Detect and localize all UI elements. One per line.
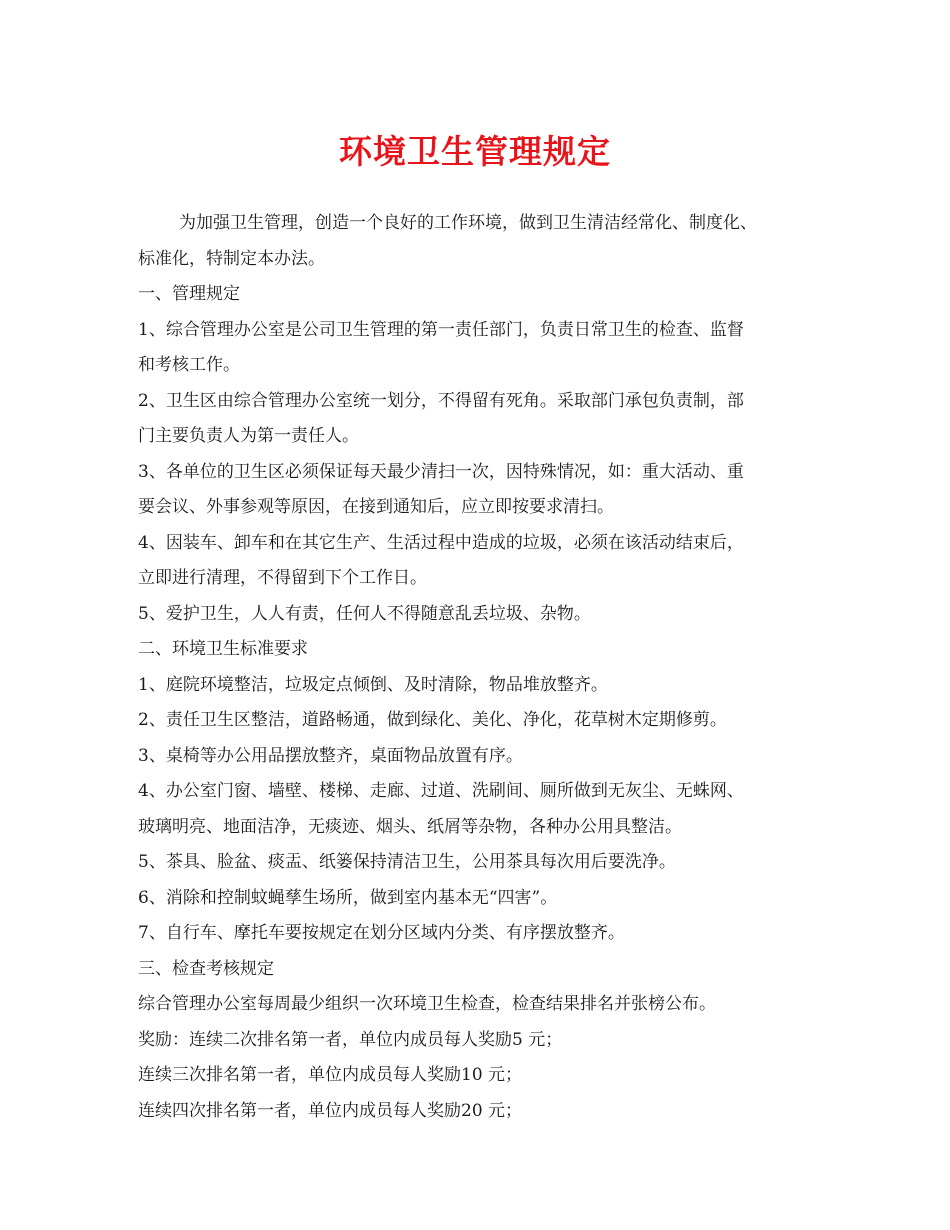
text-line: 综合管理办公室每周最少组织一次环境卫生检查，检查结果排名并张榜公布。 <box>138 994 716 1014</box>
text-line: 和考核工作。 <box>138 355 240 375</box>
text-line: 奖励：连续二次排名第一者，单位内成员每人奖励5 元； <box>138 1029 563 1050</box>
text-line: 1、庭院环境整洁，垃圾定点倾倒、及时清除，物品堆放整齐。 <box>138 674 608 695</box>
text-line: 连续三次排名第一者，单位内成员每人奖励10 元； <box>138 1065 523 1085</box>
text-line: 1、综合管理办公室是公司卫生管理的第一责任部门，负责日常卫生的检查、监督 <box>138 319 744 340</box>
text-line: 玻璃明亮、地面洁净，无痰迹、烟头、纸屑等杂物，各种办公用具整洁。 <box>138 816 682 837</box>
text-line: 三、检查考核规定 <box>138 958 274 979</box>
text-line: 2、责任卫生区整洁，道路畅通，做到绿化、美化、净化，花草树木定期修剪。 <box>138 710 727 730</box>
text-line: 3、桌椅等办公用品摆放整齐，桌面物品放置有序。 <box>138 745 523 766</box>
text-line: 要会议、外事参观等原因，在接到通知后，应立即按要求清扫。 <box>138 497 614 517</box>
text-line: 4、办公室门窗、墙壁、楼梯、走廊、过道、洗刷间、厕所做到无灰尘、无蛛网、 <box>138 781 744 801</box>
text-line: 3、各单位的卫生区必须保证每天最少清扫一次，因特殊情况，如：重大活动、重 <box>138 461 744 482</box>
text-line: 4、因装车、卸车和在其它生产、生活过程中造成的垃圾，必须在该活动结束后， <box>138 532 744 553</box>
text-line: 为加强卫生管理，创造一个良好的工作环境，做到卫生清洁经常化、制度化、 <box>179 213 757 233</box>
text-line: 一、管理规定 <box>138 284 240 304</box>
text-line: 连续四次排名第一者，单位内成员每人奖励20 元； <box>138 1100 523 1121</box>
document-body <box>138 206 838 1129</box>
text-line: 2、卫生区由综合管理办公室统一划分，不得留有死角。采取部门承包负责制，部 <box>138 390 744 411</box>
text-line: 标准化，特制定本办法。 <box>138 248 325 269</box>
text-line: 门主要负责人为第一责任人。 <box>138 426 359 446</box>
text-line: 二、环境卫生标准要求 <box>138 639 308 659</box>
document-title: 环境卫生管理规定 <box>339 132 611 171</box>
text-line: 7、自行车、摩托车要按规定在划分区域内分类、有序摆放整齐。 <box>138 923 625 943</box>
text-line: 5、爱护卫生，人人有责，任何人不得随意乱丢垃圾、杂物。 <box>138 603 591 624</box>
text-line: 5、茶具、脸盆、痰盂、纸篓保持清洁卫生，公用茶具每次用后要洗净。 <box>138 852 676 872</box>
text-line: 立即进行清理，不得留到下个工作日。 <box>138 568 427 588</box>
text-line: 6、消除和控制蚊蝇孳生场所，做到室内基本无“四害”。 <box>138 887 558 908</box>
